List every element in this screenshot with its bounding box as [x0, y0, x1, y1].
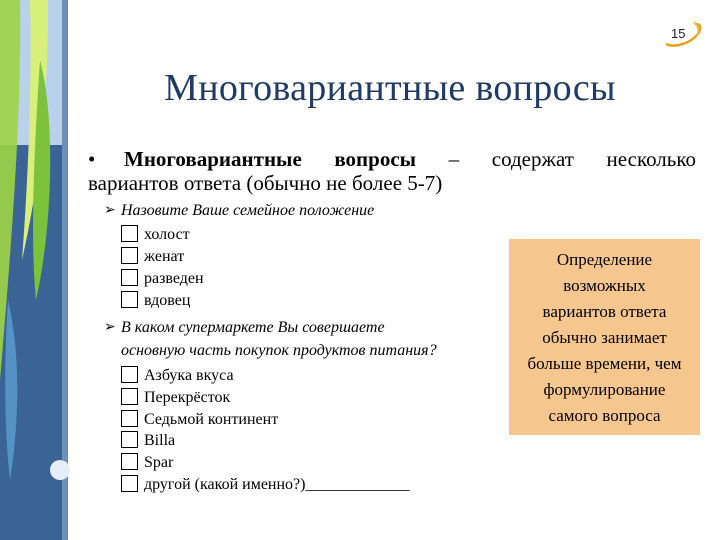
question-2-text-line-1: В каком супермаркете Вы совершаете — [121, 319, 385, 336]
arrow-bullet-icon: ➢ — [104, 320, 116, 335]
option-item[interactable] — [121, 246, 184, 267]
note-line: Определение — [556, 250, 653, 269]
bullet-dot-icon: • — [88, 147, 96, 171]
note-line: самого вопроса — [548, 406, 661, 425]
slide-title: Многовариантные вопросы — [164, 67, 616, 109]
option-item[interactable] — [121, 430, 175, 451]
page-number: 15 — [671, 26, 686, 41]
checkbox-icon[interactable] — [121, 388, 138, 405]
lead-rest: – содержат несколько — [416, 147, 696, 171]
question-1-text: Назовите Ваше семейное положение — [121, 202, 375, 219]
question-2-text-line-2: основную часть покупок продуктов питания? — [121, 342, 437, 359]
option-item[interactable] — [121, 387, 230, 408]
option-label: Перекрёсток — [144, 389, 231, 406]
option-item[interactable] — [121, 365, 234, 386]
checkbox-icon[interactable] — [121, 225, 138, 242]
option-label: женат — [144, 248, 185, 265]
checkbox-icon[interactable] — [121, 410, 138, 427]
option-label: Spar — [144, 454, 174, 471]
lead-term: Многовариантные вопросы — [124, 147, 417, 171]
checkbox-icon[interactable] — [121, 453, 138, 470]
option-label: разведен — [144, 270, 204, 287]
checkbox-icon[interactable] — [121, 431, 138, 448]
checkbox-icon[interactable] — [121, 366, 138, 383]
option-item[interactable] — [121, 409, 278, 430]
checkbox-icon[interactable] — [121, 291, 138, 308]
checkbox-icon[interactable] — [121, 269, 138, 286]
lead-line-1 — [88, 147, 696, 171]
option-label: Азбука вкуса — [144, 367, 234, 384]
option-label: вдовец — [144, 292, 191, 309]
option-item[interactable] — [121, 268, 204, 289]
checkbox-icon[interactable] — [121, 247, 138, 264]
note-line: обычно занимает — [542, 328, 667, 347]
note-line: вариантов ответа — [542, 302, 667, 321]
option-item[interactable] — [121, 474, 409, 495]
option-label: холост — [144, 226, 190, 243]
left-decoration — [0, 0, 80, 540]
arrow-bullet-icon: ➢ — [104, 203, 116, 218]
lead-paragraph — [88, 147, 696, 195]
option-label: другой (какой именно?)_____________ — [144, 476, 410, 493]
lead-line-2: вариантов ответа (обычно не более 5-7) — [88, 171, 443, 195]
option-item[interactable] — [121, 452, 173, 473]
note-line: формулирование — [543, 380, 666, 399]
checkbox-icon[interactable] — [121, 475, 138, 492]
note-line: больше времени, чем — [527, 354, 682, 373]
option-label: Седьмой континент — [144, 411, 279, 428]
option-label: Billa — [144, 432, 176, 449]
option-item[interactable] — [121, 290, 190, 311]
note-box — [509, 239, 700, 435]
note-line: возможных — [563, 276, 646, 295]
option-item[interactable] — [121, 224, 190, 245]
